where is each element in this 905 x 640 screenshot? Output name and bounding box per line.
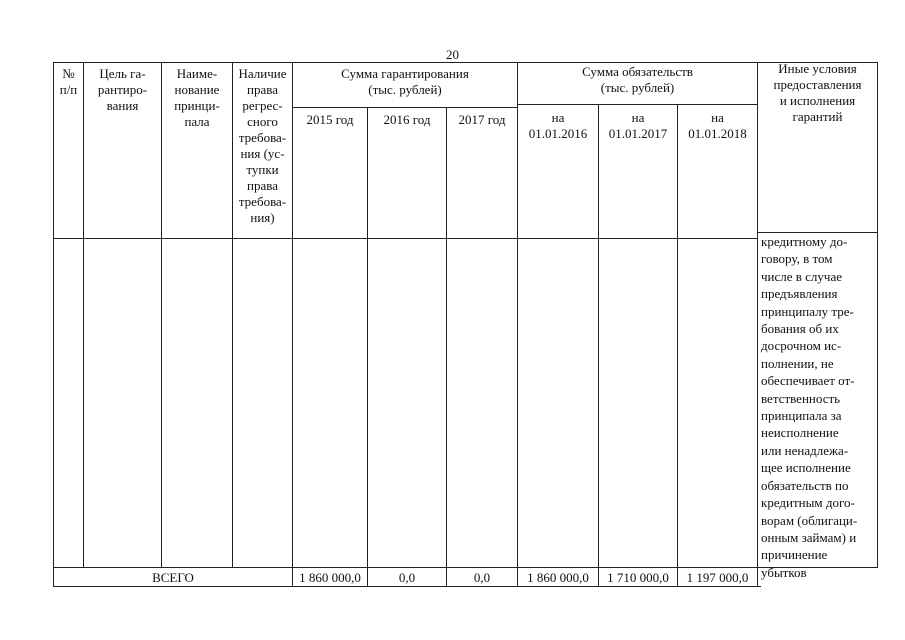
header-date-2016: на 01.01.2016 <box>528 110 588 141</box>
header-other-conditions: Иные условия предоставления и исполнения гарантий <box>773 61 862 124</box>
header-year-2017: 2017 год <box>458 112 506 127</box>
col-divider-6 <box>446 107 447 587</box>
header-year-2015: 2015 год <box>306 112 354 127</box>
header-regress-right: Наличие права регрес- сного требова- ния (ус- тупки права требова- ния) <box>238 66 287 225</box>
header-date-2018: на 01.01.2018 <box>688 110 747 141</box>
total-row-top-border <box>53 567 877 568</box>
col-divider-10 <box>757 62 758 587</box>
header-num: № п/п <box>59 66 78 97</box>
total-guarantee-2016: 0,0 <box>398 570 416 585</box>
page-number: 20 <box>446 47 459 62</box>
header-sub-divider-guarantees <box>292 107 517 108</box>
col-divider-9 <box>677 104 678 587</box>
header-date-2017: на 01.01.2017 <box>608 110 668 141</box>
header-principal: Наиме- нование принци- пала <box>174 66 220 129</box>
col-divider-4 <box>292 62 293 587</box>
header-sub-divider-obligations <box>517 104 757 105</box>
header-obligations-sum: Сумма обязательств (тыс. рублей) <box>582 64 693 95</box>
col-divider-2 <box>161 62 162 568</box>
table-right-border <box>877 62 878 568</box>
other-conditions-note: кредитному до- говору, в том числе в случае предъявления принципалу тре- бования об их досрочном ис- полнении, не обеспечивает от- ветственность принципала за неисполнение или ненадлежа- щее исполнение обязательств по кредитным дого- ворам (облигаци- онным займам) и причинение убытков <box>761 234 858 580</box>
table-top-border <box>53 62 877 63</box>
header-purpose: Цель га- рантиро- вания <box>97 66 148 113</box>
total-obligation-2017: 1 710 000,0 <box>607 570 669 585</box>
table-left-border <box>53 62 54 587</box>
col-divider-8 <box>598 104 599 587</box>
total-guarantee-2015: 1 860 000,0 <box>299 570 361 585</box>
total-label: ВСЕГО <box>152 570 194 585</box>
total-obligation-2018: 1 197 000,0 <box>686 570 749 585</box>
header-bottom-border <box>53 238 757 239</box>
total-obligation-2016: 1 860 000,0 <box>527 570 589 585</box>
header-year-2016: 2016 год <box>383 112 431 127</box>
header-guarantee-sum: Сумма гарантирования (тыс. рублей) <box>341 66 469 97</box>
total-guarantee-2017: 0,0 <box>473 570 491 585</box>
col-divider-5 <box>367 107 368 587</box>
table-bottom-border <box>53 586 761 587</box>
col-divider-1 <box>83 62 84 568</box>
